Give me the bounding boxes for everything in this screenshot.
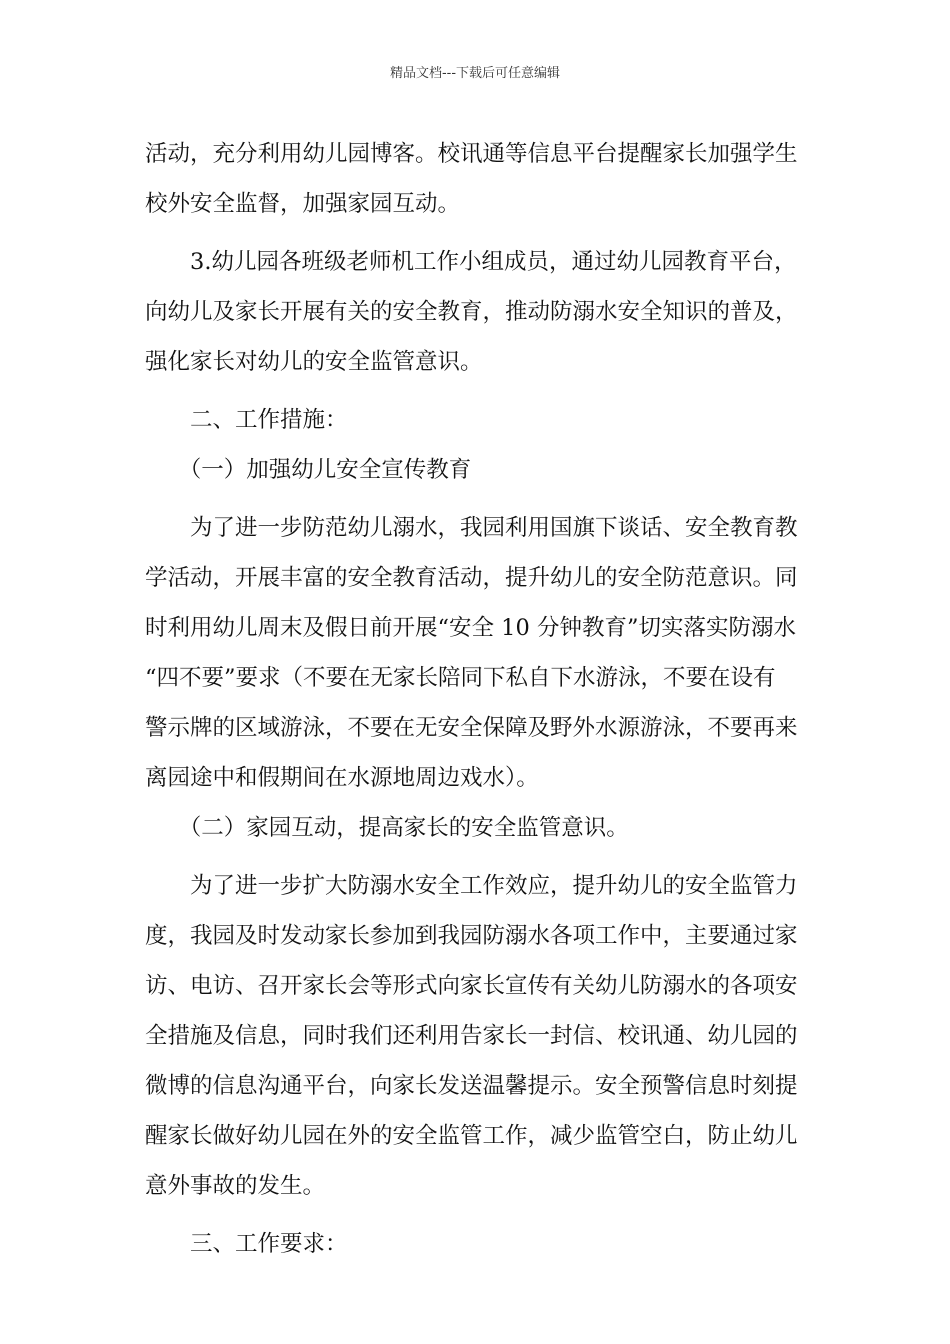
text-line: 度，我园及时发动家长参加到我园防溺水各项工作中，主要通过家 [145, 923, 798, 949]
text-line: 醒家长做好幼儿园在外的安全监管工作，减少监管空白，防止幼儿 [145, 1123, 798, 1149]
text-line: 访、电访、召开家长会等形式向家长宣传有关幼儿防溺水的各项安 [145, 973, 798, 999]
text-line: 3.幼儿园各班级老师机工作小组成员，通过幼儿园教育平台， [145, 249, 797, 275]
text-line: 校外安全监督，加强家园互动。 [145, 191, 461, 217]
text-line: 离园途中和假期间在水源地周边戏水）。 [145, 765, 539, 791]
text-line: 活动，充分利用幼儿园博客。校讯通等信息平台提醒家长加强学生 [145, 141, 798, 167]
text-line: 微博的信息沟通平台，向家长发送温馨提示。安全预警信息时刻提 [145, 1073, 798, 1099]
page-header: 精品文档---下载后可任意编辑 [389, 66, 561, 81]
subsection-heading: （一）加强幼儿安全宣传教育 [145, 457, 472, 483]
text-line: 强化家长对幼儿的安全监管意识。 [145, 349, 483, 375]
text-line: 全措施及信息，同时我们还利用告家长一封信、校讯通、幼儿园的 [145, 1023, 798, 1049]
text-line: 意外事故的发生。 [145, 1173, 326, 1199]
text-line: 警示牌的区域游泳，不要在无安全保障及野外水源游泳，不要再来 [145, 715, 798, 741]
text-line: “四不要”要求（不要在无家长陪同下私自下水游泳，不要在设有 [145, 665, 776, 691]
text-line: 向幼儿及家长开展有关的安全教育，推动防溺水安全知识的普及， [145, 299, 798, 325]
section-heading: 二、工作措施： [145, 407, 348, 433]
text-line: 时利用幼儿周末及假日前开展“安全 10 分钟教育”切实落实防溺水 [145, 615, 796, 641]
text-line: 为了进一步防范幼儿溺水，我园利用国旗下谈话、安全教育教 [145, 515, 798, 541]
subsection-heading: （二）家园互动，提高家长的安全监管意识。 [145, 815, 629, 841]
document-body [145, 129, 805, 1269]
text-line: 为了进一步扩大防溺水安全工作效应，提升幼儿的安全监管力 [145, 873, 798, 899]
section-heading: 三、工作要求： [145, 1231, 348, 1257]
text-line: 学活动，开展丰富的安全教育活动，提升幼儿的安全防范意识。同 [145, 565, 798, 591]
